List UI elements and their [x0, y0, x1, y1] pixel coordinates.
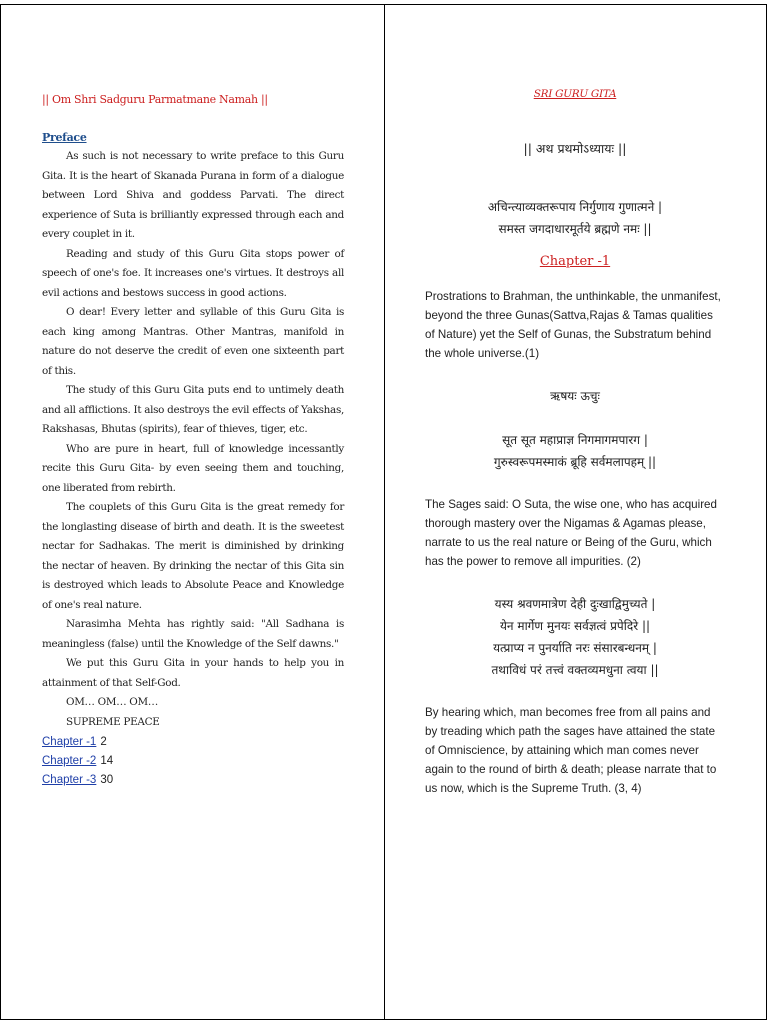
- toc-page-number: 14: [100, 755, 114, 767]
- table-of-contents: [42, 733, 113, 790]
- preface-title: Preface: [42, 130, 87, 144]
- preface-paragraph: Narasimha Mehta has rightly said: "All Sadhana is meaningless (false) until the Knowledge of the Self dawns.": [42, 618, 344, 650]
- right-page: [425, 88, 725, 798]
- invocation: || Om Shri Sadguru Parmatmane Namah ||: [42, 93, 268, 106]
- sanskrit-speaker: ऋषयः ऊचुः: [550, 389, 600, 403]
- translation-text: The Sages said: O Suta, the wise one, who has acquired thorough mastery over the Nigamas & Agamas please, narrate to us the real nature or Being of the Guru, which has the power to remove all impurities. (2): [425, 498, 717, 568]
- toc-link-chapter-2[interactable]: Chapter -2: [42, 755, 97, 767]
- preface-paragraph: As such is not necessary to write preface to this Guru Gita. It is the heart of Skanada Purana in form of a dialogue between Lord Shiva and goddess Parvati. The direct experience of Suta is brilliantly expressed through each and every couplet in it.: [42, 150, 344, 240]
- closing-peace: SUPREME PEACE: [66, 715, 160, 728]
- preface-paragraph: The study of this Guru Gita puts end to untimely death and all afflictions. It also destroys the evil effects of Yakshas, Rakshasas, Bhutas (spirits), fear of thieves, tiger, etc.: [42, 384, 344, 435]
- book-title: SRI GURU GITA: [533, 88, 617, 100]
- toc-page-number: 2: [100, 736, 107, 748]
- page-divider: [384, 4, 385, 1020]
- sanskrit-verse-line: येन मार्गेण मुनयः सर्वज्ञत्वं प्रपेदिरे ||: [499, 619, 651, 633]
- sanskrit-verse-line: यत्प्राप्य न पुनर्याति नरः संसारबन्धनम् |: [493, 641, 657, 655]
- toc-link-chapter-3[interactable]: Chapter -3: [42, 774, 97, 786]
- preface-paragraph: The couplets of this Guru Gita is the great remedy for the longlasting disease of birth and death. It is the sweetest nectar for Sadhakas. The merit is diminished by drinking the nectar of heaven. By drinking the nectar of this Gita sin is destroyed which leads to Absolute Peace and Knowledge of one's real nature.: [42, 501, 344, 611]
- left-page: [42, 90, 344, 732]
- toc-page-number: 30: [100, 774, 114, 786]
- sanskrit-opening: || अथ प्रथमोऽध्यायः ||: [523, 141, 627, 156]
- translation-text: By hearing which, man becomes free from all pains and by treading which path the sages have attained the state of Omniscience, by attaining which man comes never again to the round of birth & death; please narrate that to us now, which is the Supreme Truth. (3, 4): [425, 706, 717, 795]
- translation-text: Prostrations to Brahman, the unthinkable, the unmanifest, beyond the three Gunas(Sattva,Rajas & Tamas qualities of Nature) yet the Self of Gunas, the Substratum behind the whole universe.(1): [425, 290, 721, 360]
- preface-paragraph: Who are pure in heart, full of knowledge incessantly recite this Guru Gita- by even seeing them and touching, one liberated from rebirth.: [42, 442, 344, 494]
- toc-link-chapter-1[interactable]: Chapter -1: [42, 736, 97, 748]
- preface-paragraph: Reading and study of this Guru Gita stops power of speech of one's foe. It increases one's virtues. It destroys all evil actions and bestows success in good actions.: [42, 247, 344, 299]
- sanskrit-verse-line: अचिन्त्याव्यक्तरूपाय निर्गुणाय गुणात्मने |: [487, 200, 663, 214]
- toc-entry: [42, 733, 113, 752]
- sanskrit-verse-line: समस्त जगदाधारमूर्तये ब्रह्मणे नमः ||: [498, 222, 652, 236]
- sanskrit-verse-line: गुरुस्वरूपमस्माकं ब्रूहि सर्वमलापहम् ||: [493, 455, 657, 469]
- sanskrit-verse-line: यस्य श्रवणमात्रेण देही दुःखाद्विमुच्यते |: [494, 597, 656, 611]
- toc-entry: [42, 771, 113, 790]
- chapter-heading: Chapter -1: [539, 254, 611, 269]
- preface-paragraph: O dear! Every letter and syllable of this Guru Gita is each king among Mantras. Other Mantras, manifold in nature do not deserve the credit of even one sixteenth part of this.: [42, 306, 344, 377]
- sanskrit-verse-line: तथाविधं परं तत्त्वं वक्तव्यमधुना त्वया ||: [491, 663, 659, 677]
- preface-paragraph: We put this Guru Gita in your hands to help you in attainment of that Self-God.: [42, 657, 344, 689]
- closing-om: OM… OM… OM…: [66, 696, 158, 708]
- sanskrit-verse-line: सूत सूत महाप्राज्ञ निगमागमपारग |: [502, 433, 648, 447]
- toc-entry: [42, 752, 113, 771]
